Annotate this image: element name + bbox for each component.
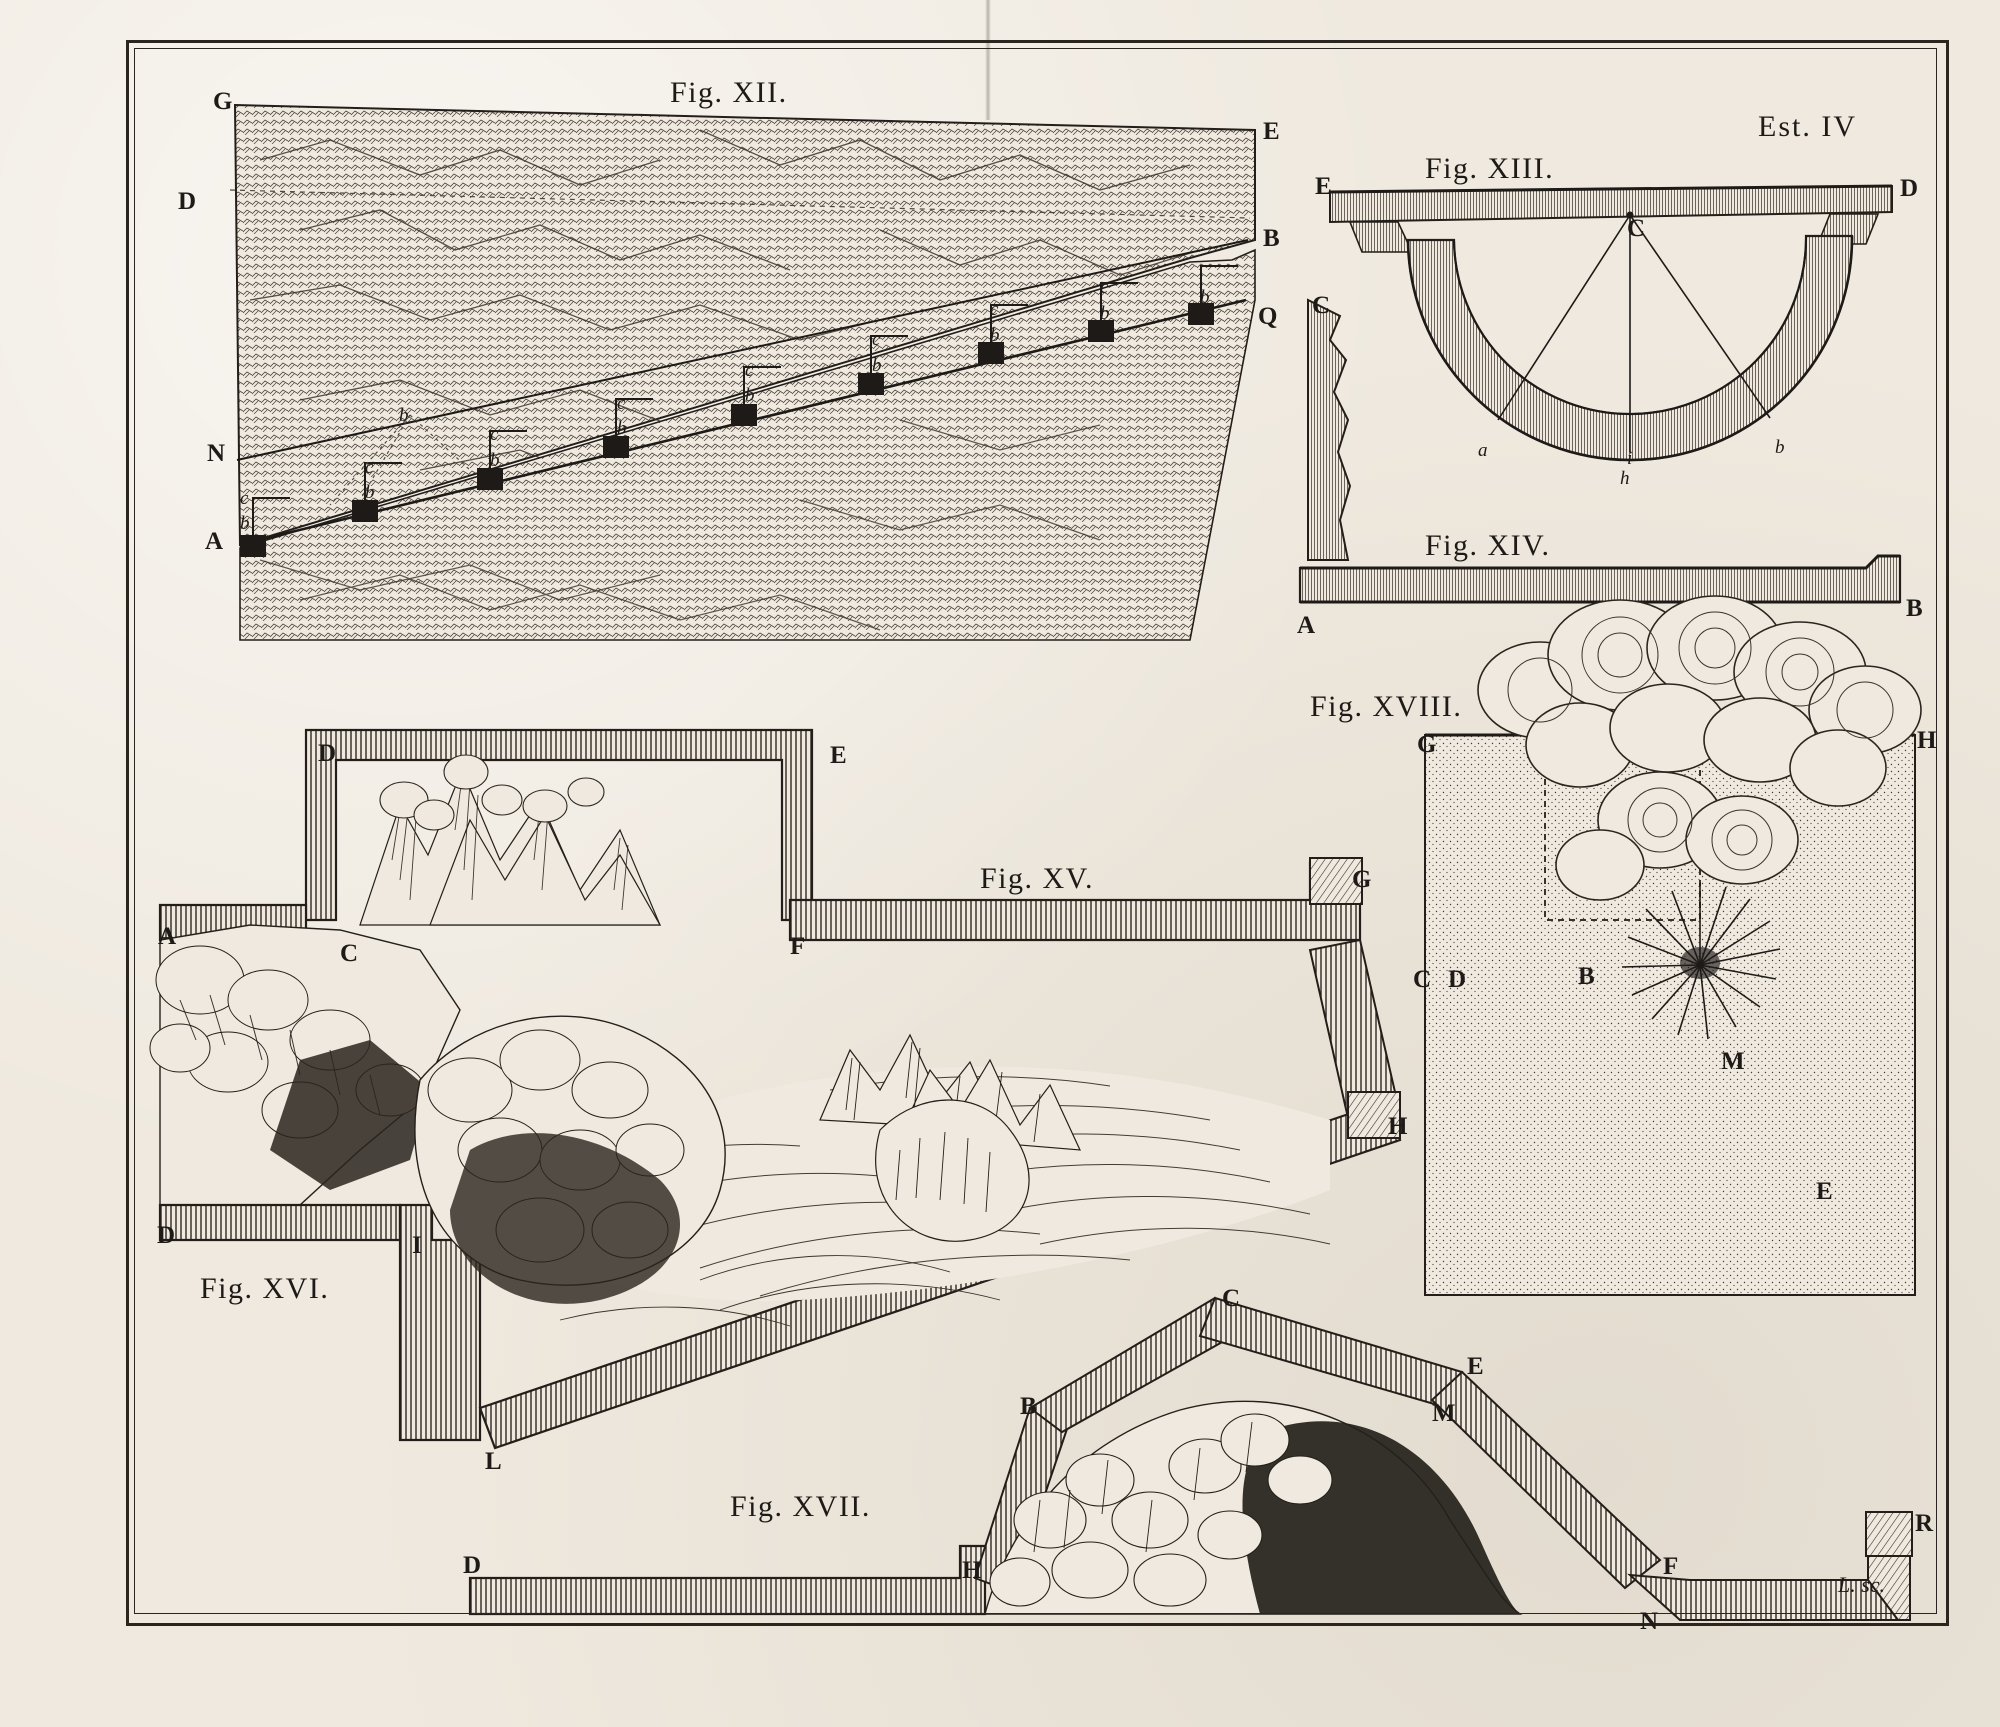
figure-title-fig12: Fig. XII. [670,76,788,109]
point-label-fig13-3: a [1478,440,1488,461]
plate-border-inner [134,48,1937,1614]
point-label-fig12-23: c [240,488,249,509]
point-label-fig15-3: F [790,933,806,960]
figure-title-fig13: Fig. XIII. [1425,152,1555,185]
point-label-fig17-1: B [1020,1393,1037,1420]
figure-title-fig16: Fig. XVI. [200,1272,330,1305]
point-label-fig17-2: E [1467,1353,1484,1380]
point-label-fig17-0: C [1222,1285,1241,1312]
point-label-fig18-2: C [1413,966,1432,993]
point-label-fig13-2: C [1627,215,1646,242]
point-label-fig13-0: E [1315,173,1332,200]
point-label-fig12-22: b [240,513,250,534]
point-label-fig18-5: M [1721,1048,1745,1075]
point-label-fig14-1: A [1297,612,1316,639]
point-label-fig12-5: N [207,440,226,467]
point-label-fig15-4: D [157,1222,176,1249]
point-label-fig12-13: c [872,329,881,350]
point-label-fig12-11: c [990,299,999,320]
point-label-fig17-4: F [1663,1553,1679,1580]
figure-title-fig18: Fig. XVIII. [1310,690,1463,723]
point-label-fig12-6: A [205,528,224,555]
point-label-fig12-4: Q [1258,303,1278,330]
point-label-fig13-6: i [1627,448,1633,469]
point-label-fig12-16: b [617,418,627,439]
point-label-fig12-18: b [490,450,500,471]
point-label-fig12-14: b [745,385,755,406]
engraver-signature: L. sc. [1838,1572,1886,1597]
point-label-fig12-20: b [365,482,375,503]
point-label-fig15-6: H [1388,1113,1408,1140]
point-label-fig13-5: h [1620,468,1630,489]
point-label-fig13-4: b [1775,437,1785,458]
point-label-fig12-17: c [617,393,626,414]
point-label-fig17-6: N [1640,1608,1659,1635]
point-label-fig13-1: D [1900,175,1919,202]
point-label-fig12-10: b [990,325,1000,346]
point-label-fig12-1: E [1263,118,1280,145]
point-label-fig12-9: c [1100,277,1109,298]
point-label-fig18-6: E [1816,1178,1833,1205]
point-label-fig12-24: b [399,405,409,426]
point-label-fig15-7: L [485,1448,502,1475]
point-label-fig12-12: b [872,355,882,376]
point-label-fig15-1: A [158,923,177,950]
point-label-fig15-5: I [412,1232,422,1259]
point-label-fig18-3: D [1448,966,1467,993]
point-label-fig14-0: C [1312,292,1331,319]
point-label-fig12-8: b [1100,303,1110,324]
point-label-fig15-0: G [1352,866,1372,893]
point-label-fig17-5: R [1915,1510,1934,1537]
point-label-fig18-1: H [1917,727,1937,754]
figure-title-fig17: Fig. XVII. [730,1490,871,1523]
point-label-fig12-0: G [213,88,233,115]
figure-title-fig14: Fig. XIV. [1425,529,1551,562]
point-label-fig15-2: C [340,940,359,967]
point-label-fig12-3: B [1263,225,1280,252]
point-label-fig12-19: c [490,424,499,445]
point-label-fig17-7: D [463,1552,482,1579]
point-label-fig17-3: M [1432,1400,1456,1427]
point-label-fig12-15: c [745,360,754,381]
point-label-fig12-2: D [178,188,197,215]
point-label-fig12-7: b [1200,287,1210,308]
point-label-fig18-4: B [1578,963,1595,990]
point-label-fig17-8: H [962,1557,982,1584]
plate-id: Est. IV [1758,110,1857,143]
figure-title-fig15: Fig. XV. [980,862,1094,895]
point-label-fig14-2: B [1906,595,1923,622]
point-label-fig16-0: D [318,740,337,767]
point-label-fig18-0: G [1417,731,1437,758]
point-label-fig16-1: E [830,742,847,769]
point-label-fig12-21: c [365,457,374,478]
